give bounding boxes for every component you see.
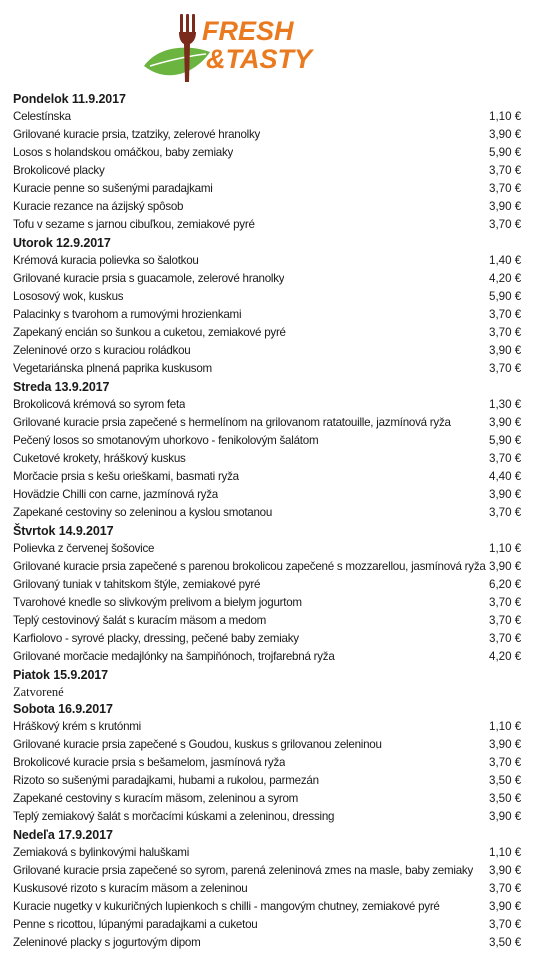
dish-name: Zeleninové orzo s kuraciou roládkou — [13, 344, 191, 357]
dish-price: 3,90 € — [489, 810, 522, 823]
day-section — [13, 700, 521, 826]
dish-name: Penne s ricottou, lúpanými paradajkami a cuketou — [13, 918, 258, 931]
day-heading: Sobota 16.9.2017 — [13, 702, 113, 716]
day-section — [13, 826, 521, 952]
dish-price: 3,70 € — [489, 918, 522, 931]
dish-price: 3,90 € — [489, 344, 522, 357]
dish-name: Zeleninové placky s jogurtovým dipom — [13, 936, 201, 949]
menu-item — [13, 450, 521, 468]
dish-price: 3,70 € — [489, 164, 522, 177]
menu-item — [13, 198, 521, 216]
day-heading: Piatok 15.9.2017 — [13, 668, 108, 682]
dish-price: 3,50 € — [489, 792, 522, 805]
dish-name: Grilované morčacie medajlónky na šampiňónoch, trojfarebná ryža — [13, 650, 335, 663]
dish-name: Cuketové krokety, hráškový kuskus — [13, 452, 186, 465]
menu-item — [13, 414, 521, 432]
dish-price: 3,90 € — [489, 488, 522, 501]
day-section — [13, 522, 521, 666]
dish-name: Tofu v sezame s jarnou cibuľkou, zemiakové pyré — [13, 218, 255, 231]
logo-text-fresh: FRESH — [202, 16, 294, 46]
menu-item — [13, 468, 521, 486]
menu-item — [13, 180, 521, 198]
menu-item — [13, 216, 521, 234]
menu-item — [13, 718, 521, 736]
dish-price: 3,70 € — [489, 308, 522, 321]
day-heading: Pondelok 11.9.2017 — [13, 92, 126, 106]
dish-name: Grilovaný tuniak v tahitskom štýle, zemiakové pyré — [13, 578, 261, 591]
dish-price: 1,10 € — [489, 542, 522, 555]
menu-item — [13, 504, 521, 522]
dish-name: Losos s holandskou omáčkou, baby zemiaky — [13, 146, 234, 159]
menu-item — [13, 342, 521, 360]
dish-price: 6,20 € — [489, 578, 522, 591]
menu-item — [13, 288, 521, 306]
dish-name: Teplý zemiakový šalát s morčacími kúskami a zeleninou, dressing — [13, 810, 335, 823]
dish-name: Brokolicové placky — [13, 164, 105, 177]
dish-name: Grilované kuracie prsia s guacamole, zelerové hranolky — [13, 272, 285, 285]
menu-item — [13, 396, 521, 414]
menu-item — [13, 126, 521, 144]
day-section — [13, 666, 521, 700]
dish-price: 3,70 € — [489, 882, 522, 895]
dish-price: 3,90 € — [489, 128, 522, 141]
dish-name: Brokolicové kuracie prsia s bešamelom, jasmínová ryža — [13, 756, 286, 769]
menu-item — [13, 612, 521, 630]
dish-price: 1,10 € — [489, 720, 522, 733]
dish-name: Kuskusové rizoto s kuracím mäsom a zeleninou — [13, 882, 248, 895]
dish-name: Pečený losos so smotanovým uhorkovo - fenikolovým šalátom — [13, 434, 319, 447]
day-heading: Nedeľa 17.9.2017 — [13, 828, 113, 842]
dish-price: 3,90 € — [489, 416, 522, 429]
dish-name: Vegetariánska plnená paprika kuskusom — [13, 362, 212, 375]
dish-name: Krémová kuracia polievka so šalotkou — [13, 254, 199, 267]
dish-price: 3,70 € — [489, 632, 522, 645]
dish-price: 3,90 € — [489, 560, 522, 573]
dish-name: Palacinky s tvarohom a rumovými hrozienkami — [13, 308, 242, 321]
dish-price: 3,70 € — [489, 506, 522, 519]
dish-price: 1,40 € — [489, 254, 522, 267]
dish-name: Brokolicová krémová so syrom feta — [13, 398, 186, 411]
menu-item — [13, 736, 521, 754]
menu-item — [13, 898, 521, 916]
dish-name: Celestínska — [13, 110, 71, 123]
closed-note: Zatvorené — [13, 685, 64, 699]
day-section — [13, 234, 521, 378]
dish-name: Karfiolovo - syrové placky, dressing, pečené baby zemiaky — [13, 632, 299, 645]
dish-name: Rizoto so sušenými paradajkami, hubami a rukolou, parmezán — [13, 774, 319, 787]
dish-price: 5,90 € — [489, 146, 522, 159]
dish-price: 5,90 € — [489, 290, 522, 303]
menu-item — [13, 754, 521, 772]
day-section — [13, 90, 521, 234]
dish-price: 3,70 € — [489, 756, 522, 769]
dish-name: Kuracie nugetky v kukuričných lupienkoch s chilli - mangovým chutney, zemiakové pyré — [13, 900, 440, 913]
day-heading: Utorok 12.9.2017 — [13, 236, 111, 250]
dish-price: 4,20 € — [489, 272, 522, 285]
menu-item — [13, 790, 521, 808]
day-section — [13, 378, 521, 522]
menu-item — [13, 934, 521, 952]
menu-item — [13, 162, 521, 180]
dish-price: 3,70 € — [489, 362, 522, 375]
dish-name: Lososový wok, kuskus — [13, 290, 124, 303]
dish-price: 3,50 € — [489, 774, 522, 787]
dish-name: Zapekaný encián so šunkou a cuketou, zemiakové pyré — [13, 326, 286, 339]
dish-name: Polievka z červenej šošovice — [13, 542, 155, 555]
menu-item — [13, 862, 521, 880]
menu-item — [13, 576, 521, 594]
dish-name: Hovädzie Chilli con carne, jazmínová ryža — [13, 488, 218, 501]
dish-name: Zapekané cestoviny so zeleninou a kyslou smotanou — [13, 506, 273, 519]
menu-item — [13, 108, 521, 126]
dish-price: 3,90 € — [489, 200, 522, 213]
dish-price: 3,50 € — [489, 936, 522, 949]
menu-item — [13, 916, 521, 934]
dish-name: Hráškový krém s krutónmi — [13, 720, 141, 733]
dish-price: 3,90 € — [489, 864, 522, 877]
dish-price: 3,70 € — [489, 326, 522, 339]
dish-price: 4,20 € — [489, 650, 522, 663]
dish-price: 1,10 € — [489, 110, 522, 123]
dish-price: 3,70 € — [489, 182, 522, 195]
dish-price: 3,70 € — [489, 218, 522, 231]
day-heading: Streda 13.9.2017 — [13, 380, 110, 394]
dish-price: 3,70 € — [489, 452, 522, 465]
menu-item — [13, 772, 521, 790]
menu-item — [13, 324, 521, 342]
weekly-menu — [13, 90, 521, 952]
logo-text-tasty: &TASTY — [206, 44, 312, 74]
menu-item — [13, 540, 521, 558]
leaf-icon — [144, 48, 210, 76]
dish-name: Kuracie rezance na ázijský spôsob — [13, 200, 184, 213]
menu-item — [13, 270, 521, 288]
dish-name: Zemiaková s bylinkovými haluškami — [13, 846, 190, 859]
dish-price: 1,30 € — [489, 398, 522, 411]
menu-item — [13, 630, 521, 648]
dish-price: 5,90 € — [489, 434, 522, 447]
menu-item — [13, 808, 521, 826]
dish-price: 4,40 € — [489, 470, 522, 483]
menu-item — [13, 252, 521, 270]
menu-item — [13, 432, 521, 450]
dish-name: Grilované kuracie prsia zapečené s Goudou, kuskus s grilovanou zeleninou — [13, 738, 382, 751]
dish-name: Kuracie penne so sušenými paradajkami — [13, 182, 213, 195]
menu-item — [13, 558, 521, 576]
day-heading: Štvrtok 14.9.2017 — [13, 524, 114, 538]
dish-price: 3,70 € — [489, 596, 522, 609]
fresh-and-tasty-logo — [140, 8, 315, 90]
dish-name: Grilované kuracie prsia zapečené so syrom, parená zeleninová zmes na masle, baby zemiaky — [13, 864, 474, 877]
menu-item — [13, 880, 521, 898]
dish-price: 3,90 € — [489, 900, 522, 913]
dish-name: Grilované kuracie prsia, tzatziky, zelerové hranolky — [13, 128, 261, 141]
menu-item — [13, 648, 521, 666]
dish-price: 3,70 € — [489, 614, 522, 627]
dish-name: Morčacie prsia s kešu orieškami, basmati ryža — [13, 470, 239, 483]
dish-price: 1,10 € — [489, 846, 522, 859]
dish-name: Grilované kuracie prsia zapečené s parenou brokolicou zapečené s mozzarellou, jasmínová ryža — [13, 560, 486, 573]
menu-item — [13, 144, 521, 162]
dish-name: Teplý cestovinový šalát s kuracím mäsom a medom — [13, 614, 267, 627]
menu-item — [13, 306, 521, 324]
dish-name: Grilované kuracie prsia zapečené s hermelínom na grilovanom ratatouille, jazmínová ryža — [13, 416, 451, 429]
dish-name: Zapekané cestoviny s kuracím mäsom, zeleninou a syrom — [13, 792, 299, 805]
menu-item — [13, 360, 521, 378]
menu-item — [13, 594, 521, 612]
menu-item — [13, 844, 521, 862]
dish-name: Tvarohové knedle so slivkovým prelivom a bielym jogurtom — [13, 596, 302, 609]
menu-item — [13, 486, 521, 504]
dish-price: 3,90 € — [489, 738, 522, 751]
